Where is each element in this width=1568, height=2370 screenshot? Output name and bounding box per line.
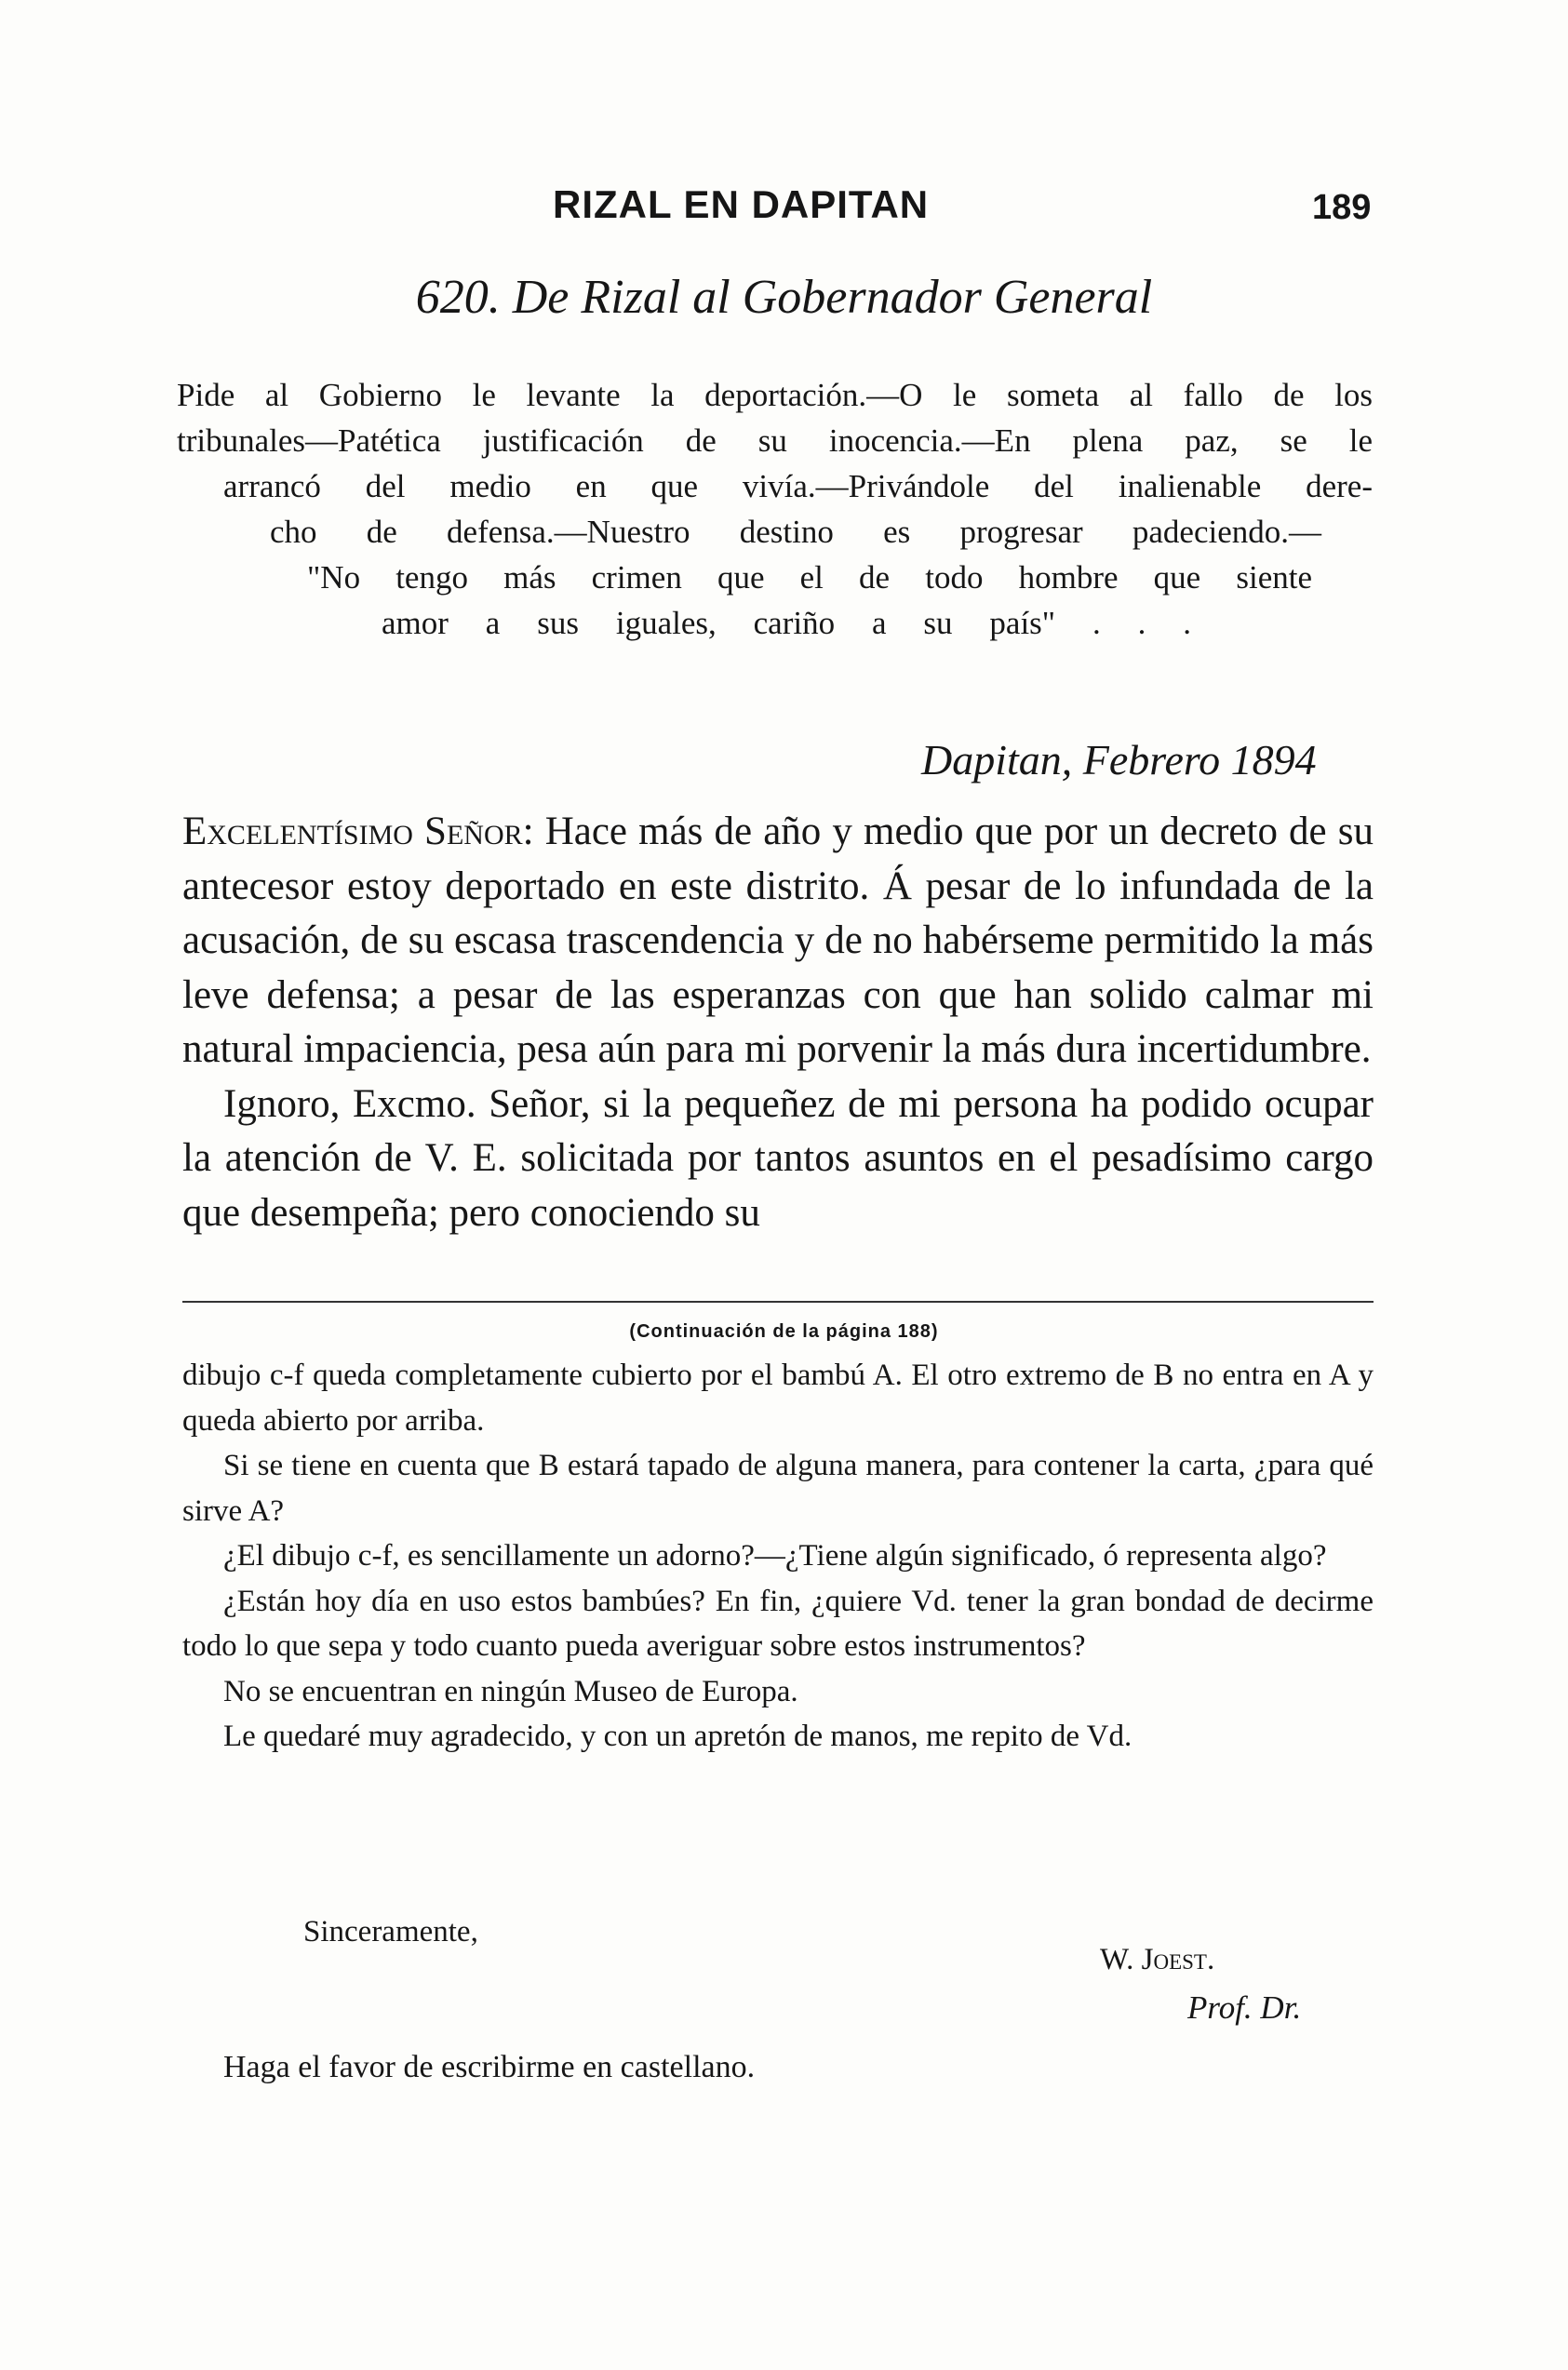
- footnote-paragraph: No se encuentran en ningún Museo de Europa.: [223, 1674, 798, 1708]
- letter-body: [182, 805, 1374, 1240]
- closing: Sinceramente,: [303, 1915, 478, 1948]
- summary-line: tribunales—Patética justificación de su inocencia.—En plena paz, se le: [177, 422, 1373, 459]
- body-paragraph: [182, 805, 1374, 1078]
- letter-heading: 620. De Rizal al Gobernador General: [415, 271, 1153, 324]
- summary-line: amor a sus iguales, cariño a su país" . . .: [382, 605, 1191, 641]
- footnote-text: [182, 1353, 1374, 1760]
- summary-line: "No tengo más crimen que el de todo hombre que siente: [307, 559, 1312, 596]
- page-number: 189: [1312, 188, 1372, 227]
- postscript: Haga el favor de escribirme en castellano.: [223, 2050, 756, 2084]
- footnote-paragraph: dibujo c-f queda completamente cubierto por el bambú A. El otro extremo de B no entra en A y queda abierto por arriba.: [182, 1359, 1374, 1438]
- running-title: RIZAL EN DAPITAN: [553, 182, 930, 226]
- footnote-paragraph: Si se tiene en cuenta que B estará tapado de alguna manera, para contener la carta, ¿para qué sirve A?: [182, 1449, 1374, 1528]
- footnote-paragraph: ¿Están hoy día en uso estos bambúes? En fin, ¿quiere Vd. tener la gran bondad de decirme todo lo que sepa y todo cuanto pueda averiguar sobre estos instrumentos?: [182, 1584, 1374, 1663]
- signature-title: Prof. Dr.: [1187, 1989, 1302, 2026]
- dateline: Dapitan, Febrero 1894: [921, 736, 1317, 783]
- footnote-paragraph: Le quedaré muy agradecido, y con un apretón de manos, me repito de Vd.: [223, 1720, 1132, 1753]
- summary-line: arrancó del medio en que vivía.—Privándole del inalienable dere-: [223, 468, 1373, 504]
- footnote-divider: [182, 1301, 1374, 1303]
- paragraph-text: : Hace más de año y medio que por un decreto de su antecesor estoy deportado en este distrito. Á pesar de lo infundada de la acusación, de su escasa trascendencia y de no habérseme permitido la más leve defensa; a pesar de las esperanzas con que han solido calmar mi natural impaciencia, pesa aún para mi porvenir la más dura incertidumbre.: [182, 810, 1374, 1071]
- salutation: Excelentísimo Señor: [182, 810, 523, 853]
- summary-line: Pide al Gobierno le levante la deportación.—O le someta al fallo de los: [177, 377, 1373, 413]
- signature-name: W. Joest.: [1100, 1943, 1215, 1976]
- running-head: [0, 182, 1568, 238]
- body-paragraph: Ignoro, Excmo. Señor, si la pequeñez de mi persona ha podido ocupar la atención de V. E. solicitada por tantos asuntos en el pesadísimo cargo que desempeña; pero conociendo su: [182, 1081, 1374, 1235]
- continuation-label: (Continuación de la página 188): [629, 1321, 939, 1342]
- footnote-paragraph: ¿El dibujo c-f, es sencillamente un adorno?—¿Tiene algún significado, ó representa algo?: [223, 1539, 1327, 1573]
- summary-line: cho de defensa.—Nuestro destino es progresar padeciendo.—: [270, 514, 1321, 550]
- signature: [1100, 1943, 1214, 1977]
- letter-summary: [177, 372, 1387, 646]
